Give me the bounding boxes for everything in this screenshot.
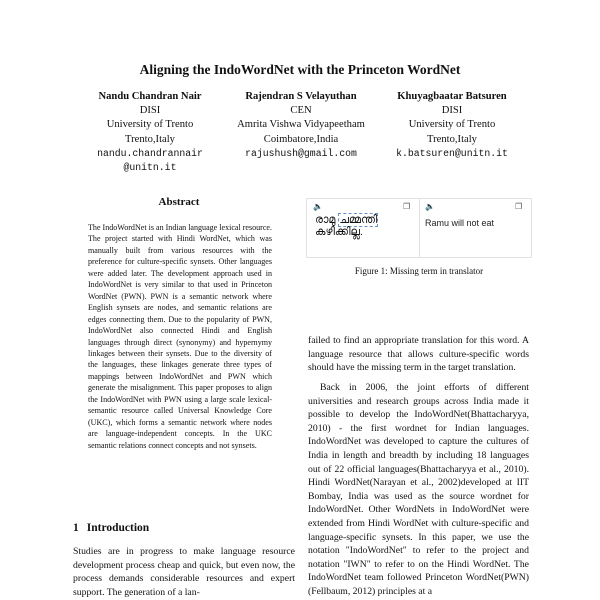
- section-title: Introduction: [86, 522, 150, 534]
- section-number: 1: [73, 522, 79, 534]
- author-email: k.batsuren@unitn.it: [396, 147, 508, 159]
- author-institution: University of Trento: [106, 119, 194, 131]
- paper-title: Aligning the IndoWordNet with the Princeton WordNet: [139, 62, 461, 77]
- author-location: Trento,Italy: [427, 133, 477, 145]
- source-line-2: കഴിക്കില്ല: [315, 226, 360, 238]
- author-location: Coimbatore,India: [263, 133, 339, 145]
- section-heading: [73, 522, 149, 534]
- author-email: nandu.chandrannair: [97, 147, 203, 159]
- author-dept: DISI: [139, 105, 161, 117]
- target-text: Ramu will not eat: [425, 218, 495, 228]
- intro-paragraph: Studies are in progress to make language resource development process cheap and quick, but even now, the process demands considerable resources and expert support. The generation of a lan-: [73, 546, 295, 598]
- author-block: [74, 90, 226, 175]
- author-location: Trento,Italy: [125, 133, 175, 145]
- copy-icon: ❐: [403, 202, 411, 211]
- author-email-cont: @unitn.it: [123, 162, 177, 174]
- abstract-text: The IndoWordNet is an Indian language lexical resource. The project started with Hindi WordNet, which was manually built from various resources with the preference for culture-specific synsets. Other languages were added later. The development approach used in IndoWordNet is very similar to that used in Princeton WordNet (PWN). PWN is a semantic network where English synsets are nodes, and semantic relations are edges connecting them. Due to the popularity of PWN, IndoWordNet also connected Hindi and English languages through direct (synonymy) and hypernymy linkages between their synsets. Due to the diversity of the languages, these linkages generate three types of mappings between IndoWordNet and PWN which generate the misalignment. This paper proposes to align the IndoWordNet with PWN using a large scale lexical-semantic resource called Universal Knowledge Core (UKC), which forms a semantic network where nodes are language-independent concepts. In the UKC semantic relations connect concepts and not synsets.: [88, 223, 272, 450]
- speaker-icon: 🔈: [313, 202, 323, 211]
- copy-icon: ❐: [515, 202, 523, 211]
- body-paragraph: failed to find an appropriate translation for this word. A language resource that allows culture-specific words should have the missing term in the target translation.: [308, 335, 529, 374]
- author-dept: CEN: [290, 105, 312, 117]
- author-block: [224, 90, 378, 161]
- author-institution: Amrita Vishwa Vidyapeetham: [237, 119, 365, 131]
- author-name: Nandu Chandran Nair: [98, 91, 202, 102]
- missing-term-highlight: ചമ്മന്തി: [339, 214, 378, 226]
- abstract-heading: Abstract: [158, 196, 200, 208]
- translator-figure: [306, 198, 532, 258]
- source-end: .: [359, 226, 363, 238]
- figure-divider: [419, 199, 420, 257]
- author-name: Khuyagbaatar Batsuren: [397, 91, 507, 102]
- figure-caption: Figure 1: Missing term in translator: [354, 266, 484, 276]
- author-dept: DISI: [441, 105, 463, 117]
- author-name: Rajendran S Velayuthan: [245, 91, 357, 102]
- body-paragraph: Back in 2006, the joint efforts of different universities and research groups across India made it possible to develop the IndoWordNet(Bhattacharyya, 2010) - the first wordnet for Indian languages. IndoWordNet was developed to capture the cultures of India in length and breadth by including 18 languages out of 22 official languages(Bhattacharyya et al., 2010). Hindi WordNet(Narayan et al., 2002)developed at IIT Bombay, India was used as the source wordnet for IndoWordNet. Other WordNets in IndoWordNet were extended from Hindi WordNet with culture-specific and language-specific synsets. In this paper, we use the notation "IndoWordNet" to refer to the project and notation "IWN" to refer to on the Hindi WordNet. The IndoWordNet team followed Princeton WordNet(PWN)(Fellbaum, 2012) principles at a: [308, 382, 529, 597]
- source-prefix: രാമു: [315, 214, 336, 226]
- author-institution: University of Trento: [408, 119, 496, 131]
- source-text: [315, 214, 378, 238]
- author-block: [376, 90, 528, 161]
- speaker-icon: 🔈: [425, 202, 435, 211]
- author-email: rajushush@gmail.com: [245, 147, 357, 159]
